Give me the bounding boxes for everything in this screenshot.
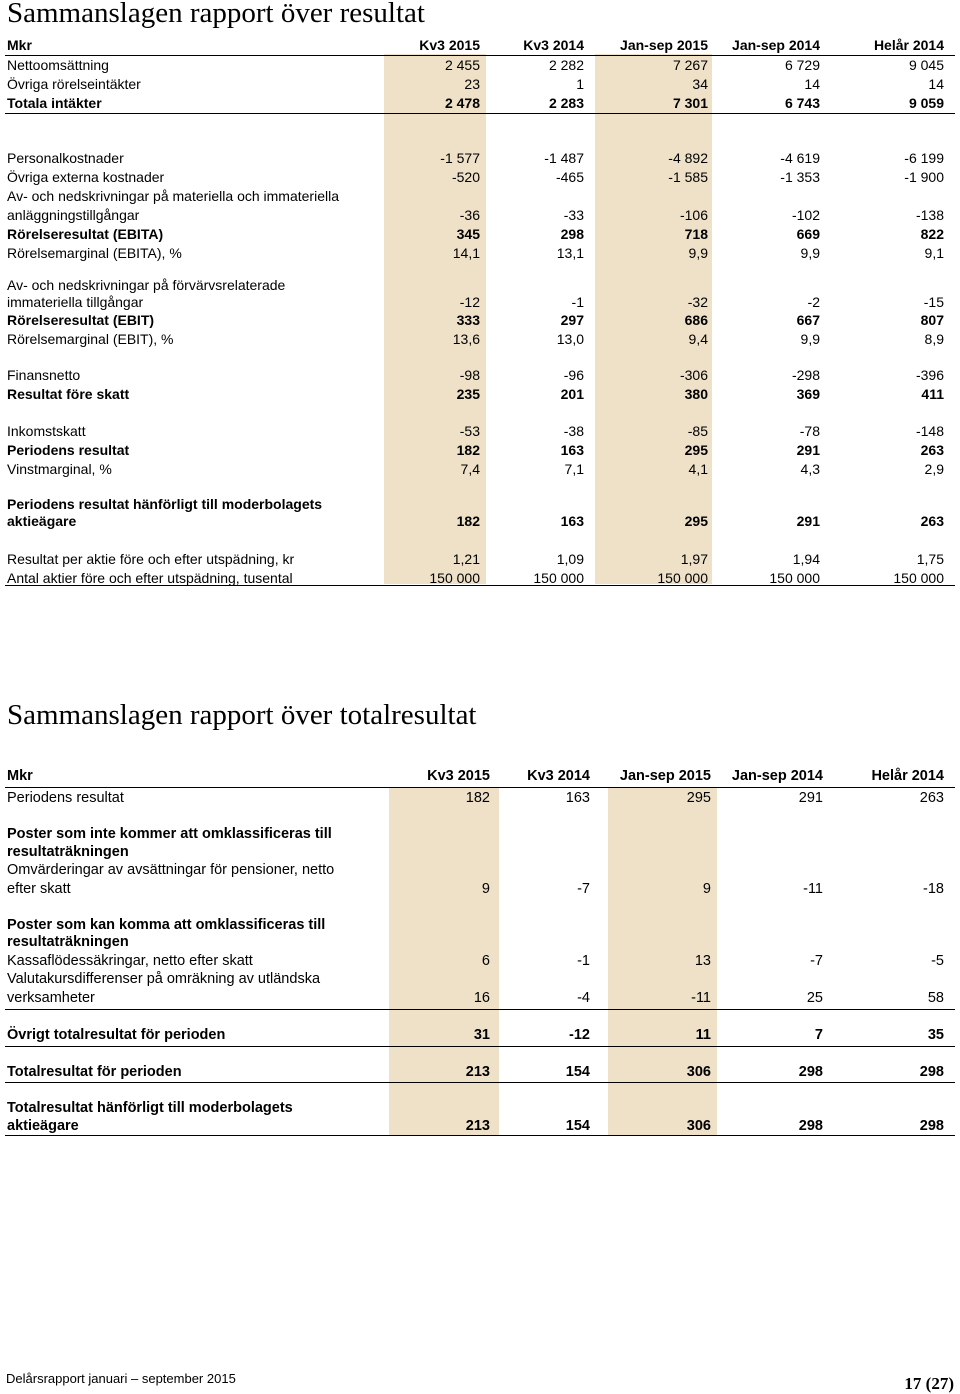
cell-value: 667 xyxy=(796,312,820,328)
row-label: Vinstmarginal, % xyxy=(7,461,112,477)
cell-value: 1,97 xyxy=(680,551,708,567)
cell-value: 9 059 xyxy=(908,95,944,111)
cell-value: 298 xyxy=(798,1064,823,1080)
row-label: Rörelseresultat (EBITA) xyxy=(7,226,164,242)
table-row xyxy=(0,969,960,989)
cell-value: 6 729 xyxy=(784,57,820,73)
cell-value: -33 xyxy=(563,207,584,223)
row-label: Valutakursdifferenser på omräkning av utländska xyxy=(7,971,321,987)
cell-value: 2,9 xyxy=(924,461,944,477)
cell-value: 163 xyxy=(560,513,584,529)
cell-value: 213 xyxy=(465,1118,490,1134)
table-header-row xyxy=(0,35,960,55)
cell-value: 333 xyxy=(456,312,480,328)
cell-value: 14,1 xyxy=(452,245,480,261)
table-row xyxy=(0,186,960,206)
row-label: Rörelsemarginal (EBITA), % xyxy=(7,245,182,261)
cell-value: 263 xyxy=(919,790,944,806)
cell-value: -465 xyxy=(555,169,584,185)
row-label: Kassaflödessäkringar, netto efter skatt xyxy=(7,953,253,969)
table-row xyxy=(0,74,960,94)
table-row xyxy=(0,511,960,531)
cell-value: 150 000 xyxy=(893,570,944,586)
table-row xyxy=(0,421,960,441)
cell-value: -32 xyxy=(687,294,708,310)
cell-value: -7 xyxy=(810,953,823,969)
row-label: Rörelseresultat (EBIT) xyxy=(7,312,155,328)
cell-value: 235 xyxy=(456,386,480,402)
row-label: Totalresultat hänförligt till moderbolagets xyxy=(7,1100,293,1116)
cell-value: -18 xyxy=(923,881,944,897)
table-row xyxy=(0,224,960,244)
cell-value: -148 xyxy=(915,423,944,439)
cell-value: 9,9 xyxy=(688,245,708,261)
cell-value: -306 xyxy=(679,367,708,383)
cell-value: 14 xyxy=(804,76,820,92)
cell-value: -520 xyxy=(451,169,480,185)
cell-value: -1 353 xyxy=(780,169,820,185)
cell-value: 9,4 xyxy=(688,331,708,347)
row-label: Totalresultat för perioden xyxy=(7,1064,182,1080)
cell-value: -78 xyxy=(799,423,820,439)
table-row xyxy=(0,788,960,808)
cell-value: 306 xyxy=(686,1064,711,1080)
cell-value: 380 xyxy=(684,386,708,402)
cell-value: 298 xyxy=(798,1118,823,1134)
column-header-kv3-2015: Kv3 2015 xyxy=(419,37,480,53)
cell-value: -138 xyxy=(915,207,944,223)
cell-value: 4,3 xyxy=(800,461,820,477)
cell-value: 16 xyxy=(473,990,490,1006)
cell-value: 34 xyxy=(692,76,708,92)
table-row xyxy=(0,167,960,187)
cell-value: -102 xyxy=(791,207,820,223)
cell-value: 182 xyxy=(456,513,480,529)
table-row xyxy=(0,243,960,263)
cell-value: -2 xyxy=(807,294,820,310)
cell-value: 182 xyxy=(465,790,490,806)
cell-value: 263 xyxy=(920,442,944,458)
cell-value: -96 xyxy=(563,367,584,383)
cell-value: -38 xyxy=(563,423,584,439)
header-unit-label: Mkr xyxy=(7,37,32,53)
cell-value: -4 619 xyxy=(780,150,820,166)
table-row xyxy=(0,205,960,225)
cell-value: -36 xyxy=(459,207,480,223)
table-row xyxy=(0,1116,960,1136)
row-label: Personalkostnader xyxy=(7,150,124,166)
report-title-resultat: Sammanslagen rapport över resultat xyxy=(7,0,425,29)
cell-value: -11 xyxy=(803,881,823,897)
row-label: Inkomstskatt xyxy=(7,423,86,439)
cell-value: -4 xyxy=(577,990,590,1006)
table-row xyxy=(0,1062,960,1082)
cell-value: 9,9 xyxy=(800,245,820,261)
row-label: anläggningstillgångar xyxy=(7,207,140,223)
cell-value: 1,94 xyxy=(792,551,820,567)
column-header-kv3-2015: Kv3 2015 xyxy=(427,768,490,784)
cell-value: 1,09 xyxy=(556,551,584,567)
cell-value: 2 455 xyxy=(444,57,480,73)
row-label: Rörelsemarginal (EBIT), % xyxy=(7,331,174,347)
table-row xyxy=(0,988,960,1008)
table-row xyxy=(0,329,960,349)
row-label: Poster som kan komma att omklassificeras till xyxy=(7,917,326,933)
cell-value: -1 577 xyxy=(440,150,480,166)
cell-value: 291 xyxy=(796,513,820,529)
cell-value: -12 xyxy=(569,1027,590,1043)
cell-value: 2 282 xyxy=(548,57,584,73)
row-label: Av- och nedskrivningar på materiella och immateriella xyxy=(7,188,340,204)
cell-value: 686 xyxy=(684,312,708,328)
cell-value: -1 900 xyxy=(904,169,944,185)
row-label: Resultat före skatt xyxy=(7,386,130,402)
cell-value: 9,9 xyxy=(800,331,820,347)
cell-value: 13,1 xyxy=(556,245,584,261)
cell-value: 35 xyxy=(927,1027,944,1043)
cell-value: 154 xyxy=(565,1064,590,1080)
column-header-helar-2014: Helår 2014 xyxy=(871,768,944,784)
row-label: Periodens resultat hänförligt till moderbolagets xyxy=(7,496,323,512)
row-label: aktieägare xyxy=(7,1118,79,1134)
table-row xyxy=(0,549,960,569)
cell-value: -53 xyxy=(459,423,480,439)
table-rule-line xyxy=(5,1135,955,1136)
table-rule-line xyxy=(5,1046,955,1047)
table-rule-line xyxy=(5,585,955,586)
row-label: efter skatt xyxy=(7,881,71,897)
column-header-jan-sep-2014: Jan-sep 2014 xyxy=(732,37,820,53)
cell-value: 1 xyxy=(576,76,584,92)
cell-value: -6 199 xyxy=(904,150,944,166)
cell-value: 9 045 xyxy=(908,57,944,73)
cell-value: -1 xyxy=(577,953,590,969)
row-label: Finansnetto xyxy=(7,367,81,383)
cell-value: 150 000 xyxy=(533,570,584,586)
row-label: Periodens resultat xyxy=(7,442,130,458)
cell-value: 182 xyxy=(456,442,480,458)
cell-value: 7 xyxy=(814,1027,823,1043)
table-row xyxy=(0,842,960,862)
table-row xyxy=(0,879,960,899)
cell-value: -12 xyxy=(459,294,480,310)
table-row xyxy=(0,1025,960,1045)
cell-value: 291 xyxy=(796,442,820,458)
cell-value: 58 xyxy=(927,990,944,1006)
column-header-jan-sep-2015: Jan-sep 2015 xyxy=(620,37,708,53)
table-rule-line xyxy=(5,113,955,114)
cell-value: 9 xyxy=(702,881,711,897)
row-label: Övriga rörelseintäkter xyxy=(7,76,141,92)
table-row xyxy=(0,93,960,113)
cell-value: -85 xyxy=(687,423,708,439)
report-title-totalresultat: Sammanslagen rapport över totalresultat xyxy=(7,699,477,731)
table-row xyxy=(0,824,960,844)
cell-value: 6 743 xyxy=(784,95,820,111)
cell-value: 13,6 xyxy=(452,331,480,347)
cell-value: 345 xyxy=(456,226,480,242)
cell-value: 822 xyxy=(920,226,944,242)
table-row xyxy=(0,1098,960,1118)
table-rule-line xyxy=(5,1082,955,1083)
row-label: Periodens resultat xyxy=(7,790,124,806)
cell-value: -98 xyxy=(459,367,480,383)
table-row xyxy=(0,310,960,330)
cell-value: 13,0 xyxy=(556,331,584,347)
cell-value: 213 xyxy=(465,1064,490,1080)
cell-value: -396 xyxy=(915,367,944,383)
cell-value: 4,1 xyxy=(688,461,708,477)
cell-value: 1,21 xyxy=(452,551,480,567)
row-label: Antal aktier före och efter utspädning, tusental xyxy=(7,570,293,586)
cell-value: 9 xyxy=(481,881,490,897)
cell-value: 2 478 xyxy=(444,95,480,111)
table-row xyxy=(0,951,960,971)
header-unit-label: Mkr xyxy=(7,768,33,784)
cell-value: -11 xyxy=(691,990,711,1006)
table-row xyxy=(0,459,960,479)
cell-value: 298 xyxy=(919,1064,944,1080)
table-row xyxy=(0,292,960,312)
row-label: Totala intäkter xyxy=(7,95,102,111)
cell-value: 6 xyxy=(481,953,490,969)
cell-value: 9,1 xyxy=(924,245,944,261)
cell-value: 718 xyxy=(684,226,708,242)
cell-value: 201 xyxy=(560,386,584,402)
table-rule-line xyxy=(5,787,955,788)
cell-value: 295 xyxy=(684,513,708,529)
cell-value: 8,9 xyxy=(924,331,944,347)
row-label: verksamheter xyxy=(7,990,95,1006)
cell-value: 154 xyxy=(565,1118,590,1134)
cell-value: 7 267 xyxy=(672,57,708,73)
cell-value: 807 xyxy=(920,312,944,328)
cell-value: -15 xyxy=(923,294,944,310)
cell-value: 31 xyxy=(473,1027,490,1043)
cell-value: 7,1 xyxy=(564,461,584,477)
cell-value: -1 xyxy=(571,294,584,310)
table-row xyxy=(0,384,960,404)
cell-value: -4 892 xyxy=(668,150,708,166)
row-label: Poster som inte kommer att omklassificeras till xyxy=(7,826,332,842)
table-rule-line xyxy=(5,55,955,56)
cell-value: 25 xyxy=(806,990,823,1006)
row-label: aktieägare xyxy=(7,513,77,529)
cell-value: 411 xyxy=(921,386,944,402)
column-header-jan-sep-2014: Jan-sep 2014 xyxy=(731,768,823,784)
table-row xyxy=(0,365,960,385)
cell-value: 298 xyxy=(560,226,584,242)
column-header-jan-sep-2015: Jan-sep 2015 xyxy=(619,768,711,784)
table-row xyxy=(0,55,960,75)
table-rule-line xyxy=(5,1009,955,1010)
cell-value: 669 xyxy=(796,226,820,242)
row-label: Av- och nedskrivningar på förvärvsrelaterade xyxy=(7,277,286,293)
cell-value: 150 000 xyxy=(769,570,820,586)
footer-page-number: 17 (27) xyxy=(904,1374,954,1393)
column-header-kv3-2014: Kv3 2014 xyxy=(523,37,584,53)
table-row xyxy=(0,440,960,460)
cell-value: 11 xyxy=(695,1027,711,1043)
cell-value: -298 xyxy=(791,367,820,383)
cell-value: 263 xyxy=(920,513,944,529)
cell-value: -106 xyxy=(679,207,708,223)
table-row xyxy=(0,932,960,952)
cell-value: 150 000 xyxy=(657,570,708,586)
cell-value: 291 xyxy=(798,790,823,806)
cell-value: 163 xyxy=(565,790,590,806)
cell-value: 7 301 xyxy=(672,95,708,111)
row-label: resultaträkningen xyxy=(7,844,129,860)
row-label: Nettoomsättning xyxy=(7,57,109,73)
column-header-helar-2014: Helår 2014 xyxy=(873,37,944,53)
table-row xyxy=(0,860,960,880)
cell-value: 369 xyxy=(796,386,820,402)
cell-value: 13 xyxy=(694,953,711,969)
cell-value: 298 xyxy=(919,1118,944,1134)
cell-value: 150 000 xyxy=(429,570,480,586)
footer-report-name: Delårsrapport januari – september 2015 xyxy=(6,1371,236,1386)
table-header-row xyxy=(0,766,960,786)
row-label: resultaträkningen xyxy=(7,934,129,950)
cell-value: -7 xyxy=(577,881,590,897)
cell-value: 295 xyxy=(684,442,708,458)
cell-value: 306 xyxy=(686,1118,711,1134)
cell-value: 14 xyxy=(928,76,944,92)
cell-value: -5 xyxy=(931,953,944,969)
cell-value: 1,75 xyxy=(916,551,944,567)
cell-value: 295 xyxy=(686,790,711,806)
cell-value: 23 xyxy=(464,76,480,92)
cell-value: 2 283 xyxy=(548,95,584,111)
cell-value: -1 585 xyxy=(668,169,708,185)
cell-value: 163 xyxy=(560,442,584,458)
row-label: Övrigt totalresultat för perioden xyxy=(7,1027,226,1043)
row-label: immateriella tillgångar xyxy=(7,294,144,310)
row-label: Övriga externa kostnader xyxy=(7,169,165,185)
row-label: Omvärderingar av avsättningar för pensioner, netto xyxy=(7,862,335,878)
cell-value: 7,4 xyxy=(460,461,480,477)
row-label: Resultat per aktie före och efter utspädning, kr xyxy=(7,551,295,567)
cell-value: -1 487 xyxy=(544,150,584,166)
table-row xyxy=(0,148,960,168)
cell-value: 297 xyxy=(560,312,584,328)
column-header-kv3-2014: Kv3 2014 xyxy=(527,768,590,784)
